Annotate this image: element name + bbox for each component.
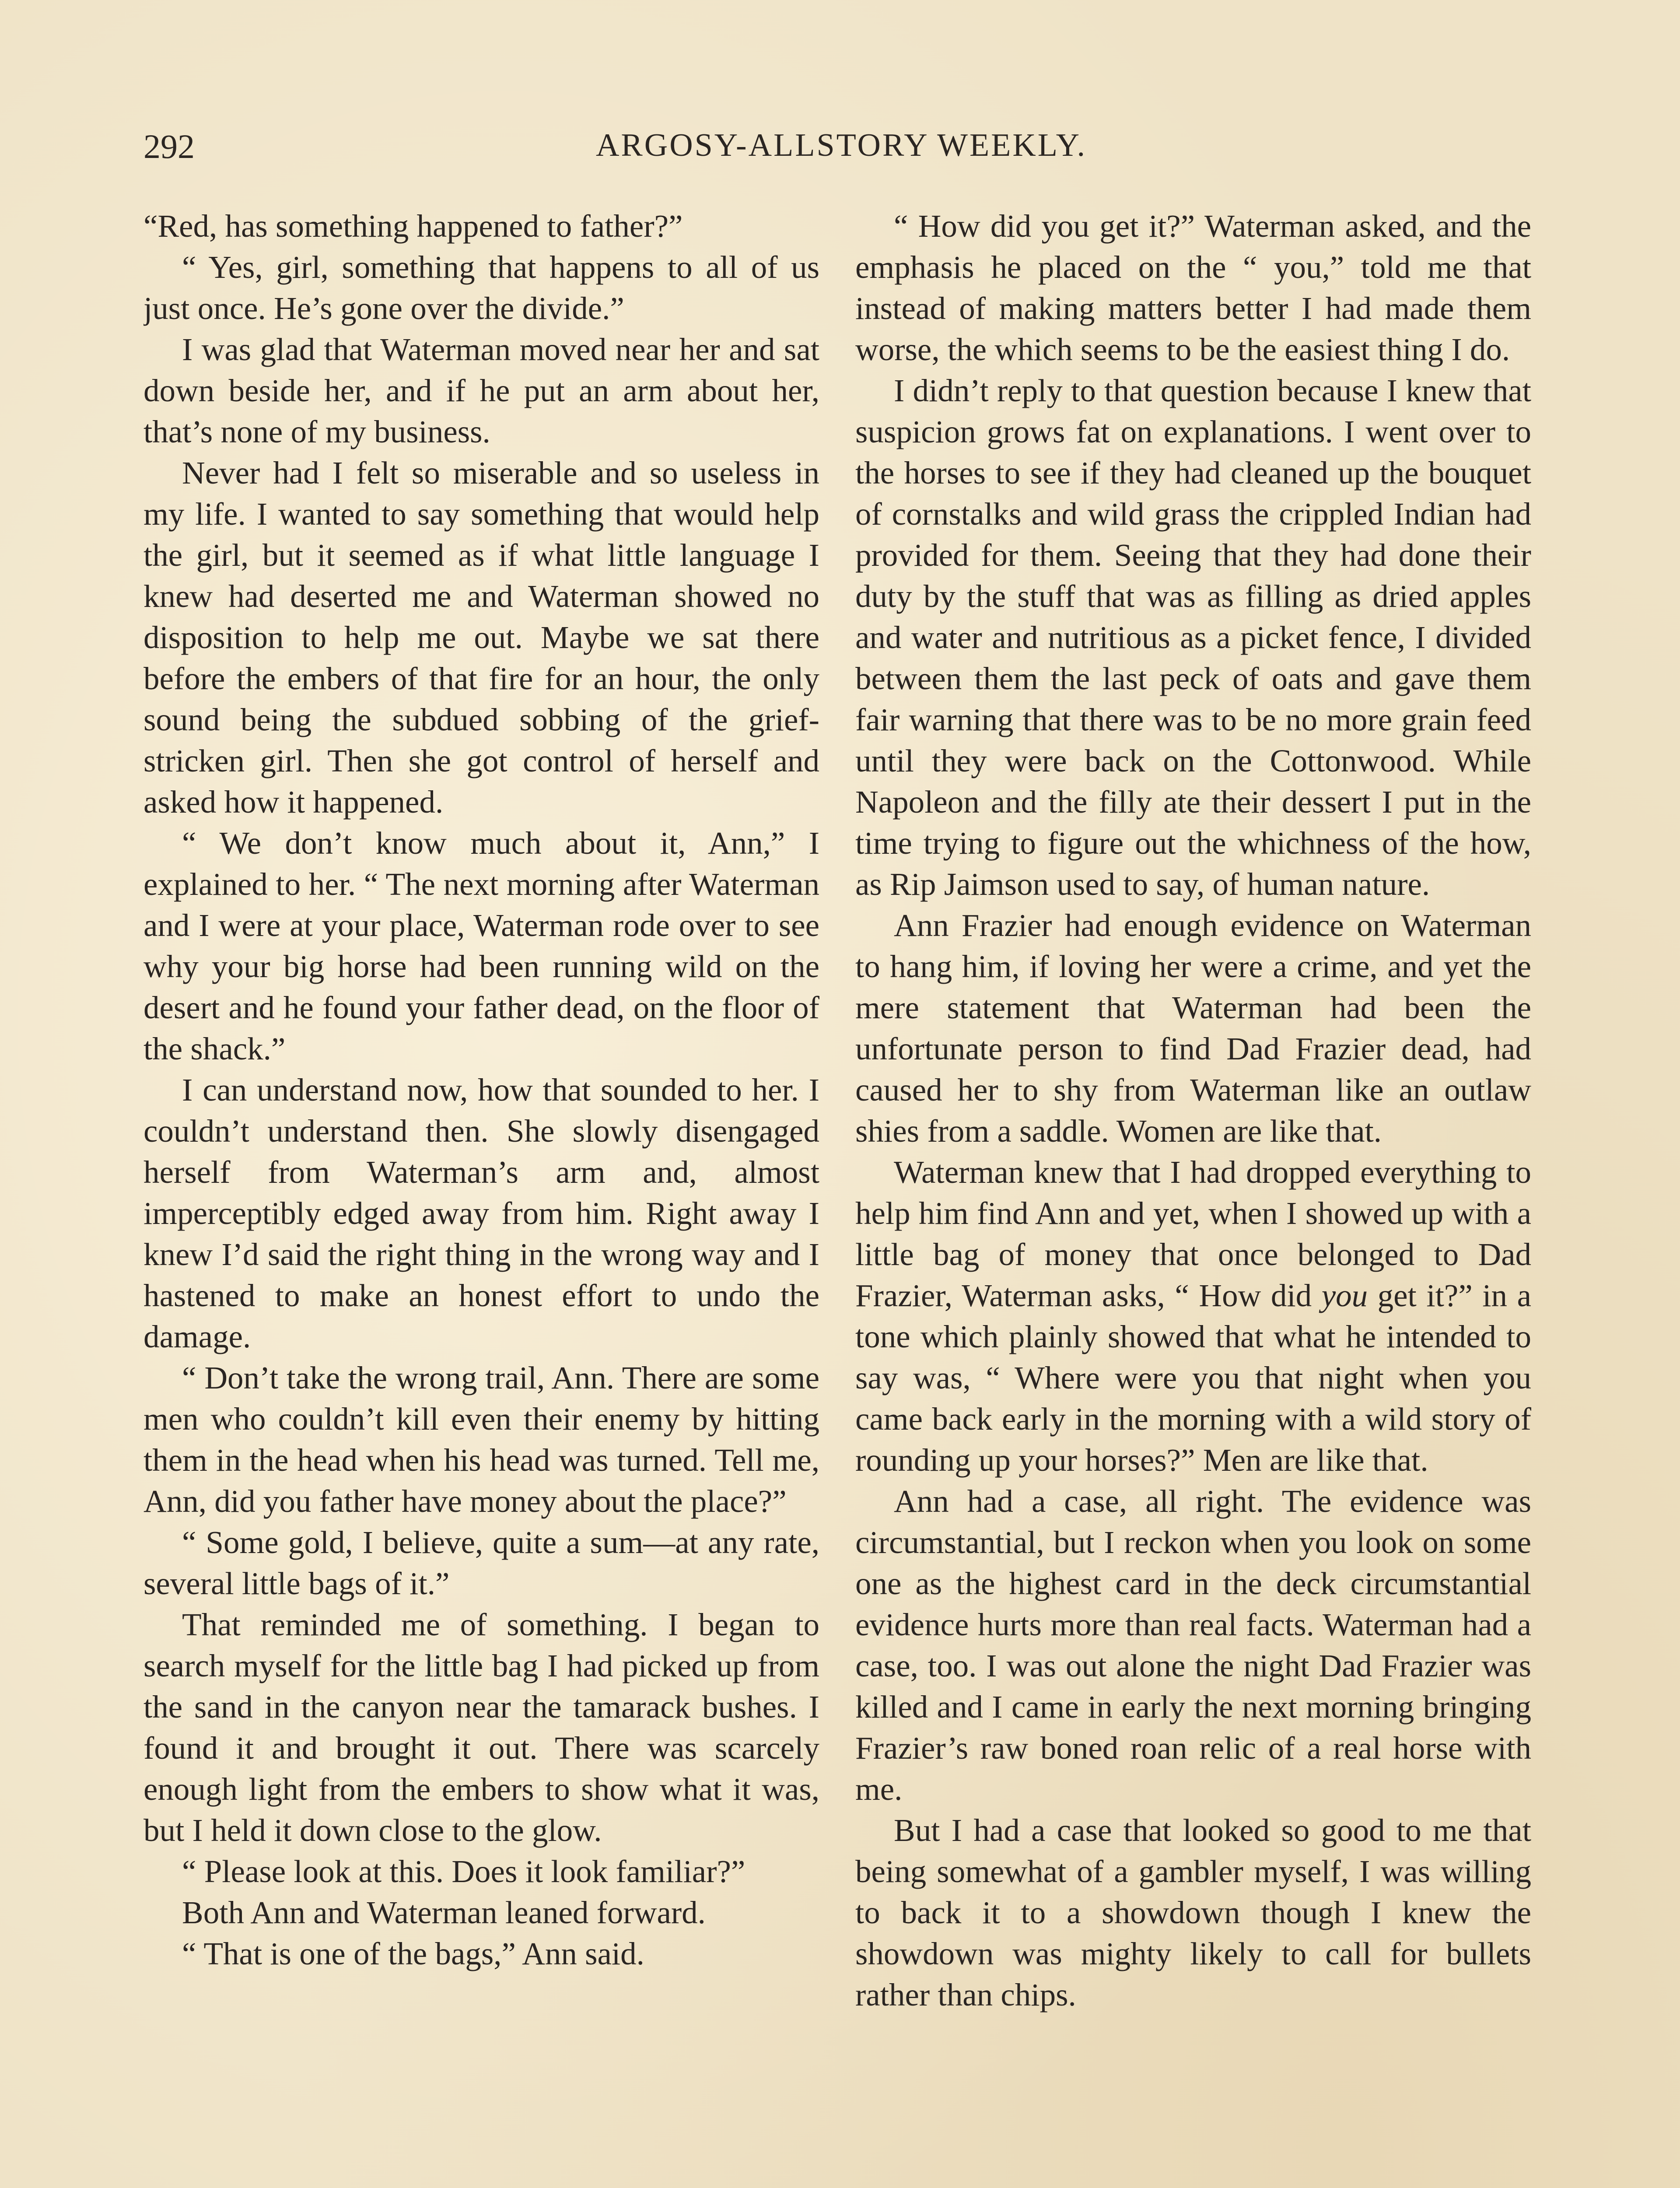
running-head: ARGOSY-ALLSTORY WEEKLY. (595, 127, 1087, 163)
paragraph: Ann Frazier had enough evidence on Waterman to hang him, if loving her were a crime, and yet the mere statement that Waterman had been the unfortunate person to find Dad Frazier dead, had caused her to shy from Waterman like an outlaw shies from a saddle. Women are like that. (855, 908, 1531, 1149)
paragraph: Ann had a case, all right. The evidence was circumstantial, but I reckon when you look on some one as the highest card in the deck circumstantial evidence hurts more than real facts. Waterman had a case, too. I was out alone the night Dad Frazier was killed and I came in early the next morning bringing Frazier’s raw boned roan relic of a real horse with me. (855, 1483, 1531, 1807)
page-header (144, 127, 1539, 175)
paragraph: That reminded me of something. I began to search myself for the little bag I had picked up from the sand in the canyon near the tamarack bushes. I found it and brought it out. There was scarcely enough light from the embers to show what it was, but I held it down close to the glow. (144, 1607, 819, 1848)
paragraph: But I had a case that looked so good to me that being somewhat of a gambler myself, I was willing to back it to a showdown though I knew the showdown was mighty likely to call for bullets rather than chips. (855, 1813, 1531, 2013)
paragraph: I can understand now, how that sounded to her. I couldn’t understand then. She slowly disengaged herself from Waterman’s arm and, almost imperceptibly edged away from him. Right away I knew I’d said the right thing in the wrong way and I hastened to make an honest effort to undo the damage. (144, 1072, 819, 1354)
paragraph: I didn’t reply to that question because I knew that suspicion grows fat on explanations. I went over to the horses to see if they had cleaned up the bouquet of cornstalks and wild grass the crippled Indian had provided for them. Seeing that they had done their duty by the stuff that was as filling as dried apples and water and nutritious as a picket fence, I divided between them the last peck of oats and gave them fair warning that there was to be no more grain feed until they were back on the Cottonwood. While Napoleon and the filly ate their dessert I put in the time trying to figure out the whichness of the how, as Rip Jaimson used to say, of human nature. (855, 373, 1531, 902)
paragraph: “ How did you get it?” Waterman asked, and the emphasis he placed on the “ you,” told me that instead of making matters better I had made them worse, the which seems to be the easiest thing I do. (855, 208, 1531, 367)
left-column (144, 206, 819, 2188)
paragraph: “ Don’t take the wrong trail, Ann. There are some men who couldn’t kill even their enemy by hitting them in the head when his head was turned. Tell me, Ann, did you father have money about the place?” (144, 1360, 819, 1519)
paragraph: “ That is one of the bags,” Ann said. (182, 1936, 644, 1971)
paragraph: “ We don’t know much about it, Ann,” I explained to her. “ The next morning after Waterman and I were at your place, Waterman rode over to see why your big horse had been running wild on the desert and he found your father dead, on the floor of the shack.” (144, 825, 819, 1066)
paragraph: Never had I felt so miserable and so useless in my life. I wanted to say something that would help the girl, but it seemed as if what little language I knew had deserted me and Waterman showed no disposition to help me out. Maybe we sat there before the embers of that fire for an hour, the only sound being the subdued sobbing of the grief-stricken girl. Then she got control of herself and asked how it happened. (144, 455, 819, 820)
paragraph (855, 1152, 1531, 1481)
paragraph-text: get it?” in a tone which plainly showed that what he intended to say was, “ Where were you that night when you came back early in the morning with a wild story of rounding up your horses?” Men are like that. (855, 1278, 1531, 1478)
paragraph: I was glad that Waterman moved near her and sat down beside her, and if he put an arm about her, that’s none of my business. (144, 332, 819, 449)
page-number: 292 (144, 127, 195, 165)
paragraph: “ Some gold, I believe, quite a sum—at any rate, several little bags of it.” (144, 1525, 819, 1601)
paragraph: “Red, has something happened to father?” (144, 208, 683, 244)
paragraph-text: Waterman knew that I had dropped everything to help him find Ann and yet, when I showed up with a little bag of money that once belonged to Dad Frazier, Waterman asks, “ How did (855, 1154, 1531, 1313)
paragraph: Both Ann and Waterman leaned forward. (182, 1895, 706, 1930)
paragraph: “ Yes, girl, something that happens to all of us just once. He’s gone over the divide.” (144, 249, 819, 326)
paragraph: “ Please look at this. Does it look familiar?” (182, 1854, 746, 1889)
right-column (855, 206, 1531, 2188)
emphasis: you (1321, 1278, 1368, 1313)
